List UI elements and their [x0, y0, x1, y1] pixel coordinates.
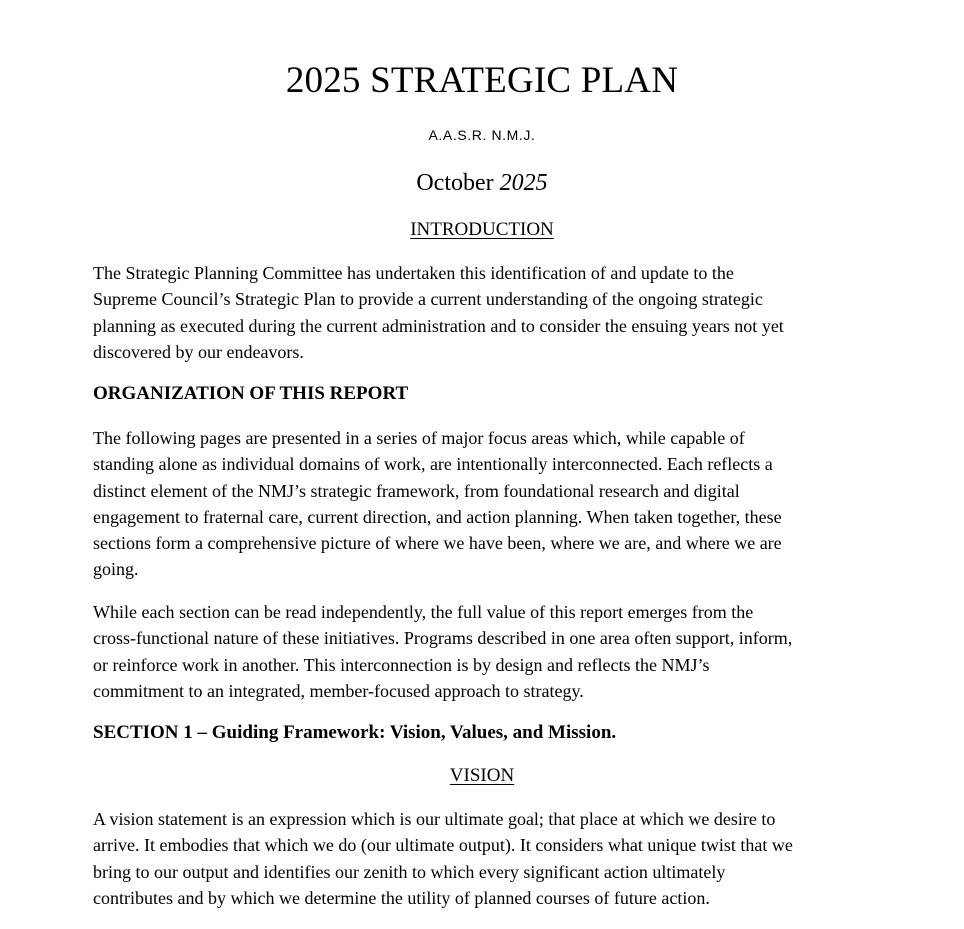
paragraph-line: cross-functional nature of these initiatives. Programs described in one area often support, inform,	[93, 628, 793, 649]
organization-name: A.A.S.R. N.M.J.	[428, 127, 536, 143]
paragraph-line: discovered by our endeavors.	[93, 341, 304, 362]
paragraph-line: standing alone as individual domains of work, are intentionally interconnected. Each reflects a	[93, 454, 773, 475]
paragraph-line: A vision statement is an expression which is our ultimate goal; that place at which we desire to	[93, 809, 776, 829]
vision-paragraph	[93, 806, 883, 911]
date-year: 2025	[499, 170, 548, 196]
organization-paragraph	[93, 425, 883, 583]
document-date	[0, 168, 964, 198]
paragraph-line: engagement to fraternal care, current direction, and action planning. When taken together, these	[93, 506, 782, 527]
paragraph-line: The Strategic Planning Committee has undertaken this identification of and update to the	[93, 263, 734, 283]
document-title: 2025 STRATEGIC PLAN	[285, 60, 679, 101]
paragraph-line: distinct element of the NMJ’s strategic framework, from foundational research and digital	[93, 480, 740, 501]
introduction-heading: INTRODUCTION	[410, 219, 554, 240]
paragraph-line: While each section can be read independently, the full value of this report emerges from the	[93, 602, 754, 622]
section1-heading: SECTION 1 – Guiding Framework: Vision, Values, and Mission.	[93, 722, 617, 743]
date-month: October	[416, 170, 494, 196]
paragraph-line: arrive. It embodies that which we do (our ultimate output). It considers what unique twist that we	[93, 835, 793, 856]
paragraph-line: sections form a comprehensive picture of where we have been, where we are, and where we are	[93, 533, 782, 554]
paragraph-line: Supreme Council’s Strategic Plan to provide a current understanding of the ongoing strategic	[93, 289, 763, 310]
paragraph-line: or reinforce work in another. This interconnection is by design and reflects the NMJ’s	[93, 654, 710, 675]
organization-heading: ORGANIZATION OF THIS REPORT	[93, 383, 409, 404]
introduction-paragraph	[93, 260, 883, 365]
paragraph-line: The following pages are presented in a series of major focus areas which, while capable of	[93, 428, 745, 448]
crossfunctional-paragraph	[93, 599, 883, 704]
paragraph-line: bring to our output and identifies our zenith to which every significant action ultimately	[93, 861, 726, 882]
paragraph-line: contributes and by which we determine the utility of planned courses of future action.	[93, 887, 710, 908]
paragraph-line: commitment to an integrated, member-focused approach to strategy.	[93, 680, 584, 701]
vision-heading: VISION	[449, 765, 515, 786]
paragraph-line: going.	[93, 559, 139, 580]
paragraph-line: planning as executed during the current administration and to consider the ensuing years not yet	[93, 315, 784, 336]
